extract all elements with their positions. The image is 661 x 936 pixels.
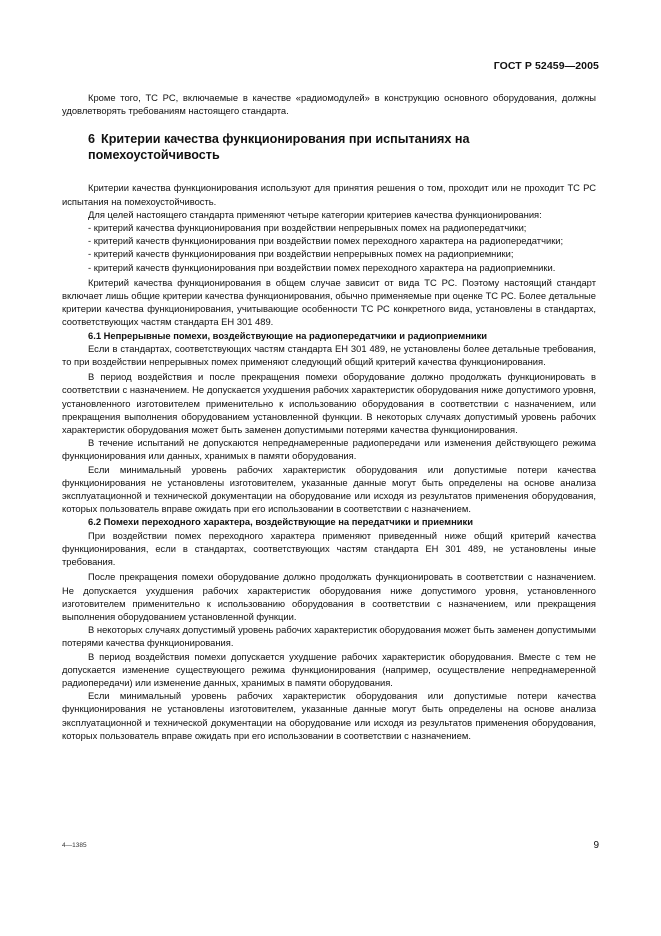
page-number: 9 xyxy=(593,840,599,851)
print-code: 4—1385 xyxy=(62,842,87,849)
subsection-6-2-paragraph: В некоторых случаях допустимый уровень рабочих характеристик оборудования может быть заменен допустимыми потерями качества функционирования. xyxy=(62,624,596,649)
subsection-6-1-paragraph: Если минимальный уровень рабочих характеристик оборудования или допустимые потери качества функционирования не установлены изготовителем, указанные данные могут быть определены на основе анализа эксплуатационной и технической документации на оборудование или исходя из результатов применения оборудования, которых пользователь вправе ожидать при его использовании в соответствии с назначением. xyxy=(62,463,596,515)
criteria-list-item: - критерий качества функционирования при воздействии непрерывных помех на радиопередатчики; xyxy=(88,222,527,234)
criteria-list-item: - критерий качеств функционирования при воздействии непрерывных помех на радиоприемники; xyxy=(88,248,514,260)
subsection-6-2-paragraph: После прекращения помехи оборудование должно продолжать функционировать в соответствии с назначением. Не допускается ухудшения рабочих характеристик оборудования ниже допустимого уровня, установленного изготовителем применительно к использованию оборудования в соответствии с назначением, или прекращения выполнения оборудованием установленной функции. xyxy=(62,571,596,622)
subsection-6-1-paragraph: В течение испытаний не допускаются непреднамеренные радиопередачи или изменения действующего режима функционирования или данных, хранимых в памяти оборудования. xyxy=(62,437,596,462)
section-6-heading xyxy=(88,131,596,163)
section-6-title: Критерии качества функционирования при испытаниях на помехоустойчивость xyxy=(88,132,470,163)
section-6-paragraph: Критерии качества функционирования используют для принятия решения о том, проходит или не проходит ТС РС испытания на помехоустойчивость. xyxy=(62,182,596,207)
criteria-list-item: - критерий качеств функционирования при воздействии помех переходного характера на радиопередатчики; xyxy=(88,235,564,247)
subsection-6-1-paragraph: Если в стандартах, соответствующих частям стандарта ЕН 301 489, не установлены более детальные требования, то при воздействии непрерывных помех применяют следующий общий критерий качества функционирования. xyxy=(62,342,596,368)
subsection-6-1-paragraph: В период воздействия и после прекращения помехи оборудование должно продолжать функционировать в соответствии с назначением. Не допускается ухудшения рабочих характеристик оборудования ниже допустимого уровня, установленного изготовителем применительно к использованию оборудования в соответствии с назначением, или прекращения выполнения оборудованием установленной функции. В некоторых случаях допустимый уровень рабочих характеристик оборудования может быть заменен допустимыми потерями качества функционирования. xyxy=(62,371,596,436)
criteria-list-item: - критерий качеств функционирования при воздействии помех переходного характера на радиоприемники. xyxy=(88,261,556,273)
section-6-number: 6 xyxy=(88,132,96,147)
section-6-paragraph: Для целей настоящего стандарта применяют четыре категории критериев качества функционирования: xyxy=(88,208,542,220)
subsection-6-2-heading: 6.2 Помехи переходного характера, воздействующие на передатчики и приемники xyxy=(88,516,473,528)
intro-paragraph: Кроме того, ТС РС, включаемые в качестве «радиомодулей» в конструкцию основного оборудования, должны удовлетворять требованиям настоящего стандарта. xyxy=(62,92,596,117)
section-6-paragraph: Критерий качества функционирования в общем случае зависит от вида ТС РС. Поэтому настоящий стандарт включает лишь общие критерии качества функционирования, обычно применяемые при оценке ТС РС. Более детальные критерии качества функционирования, учитывающие особенности ТС РС конкретного вида, установлены в стандартах, соответствующих частям стандарта ЕН 301 489. xyxy=(62,276,596,328)
subsection-6-2-paragraph: Если минимальный уровень рабочих характеристик оборудования или допустимые потери качества функционирования не установлены изготовителем, указанные данные могут быть определены на основе анализа эксплуатационной и технической документации на оборудование или исходя из результатов применения оборудования, которых пользователь вправе ожидать при его использовании в соответствии с назначением. xyxy=(62,690,596,741)
subsection-6-1-heading: 6.1 Непрерывные помехи, воздействующие на радиопередатчики и радиоприемники xyxy=(88,329,488,341)
subsection-6-2-paragraph: В период воздействия помехи допускается ухудшение рабочих характеристик оборудования. Вместе с тем не допускается изменение существующего режима функционирования (например, осуществление непреднамеренной радиопередачи) или изменение данных, хранимых в памяти оборудования. xyxy=(62,650,596,688)
subsection-6-2-paragraph: При воздействии помех переходного характера применяют приведенный ниже общий критерий качества функционирования, если в стандартах, соответствующих частям стандарта ЕН 301 489, не установлены иные требования. xyxy=(62,529,596,568)
page-body xyxy=(62,91,596,742)
standard-id-header: ГОСТ Р 52459—2005 xyxy=(493,60,599,72)
